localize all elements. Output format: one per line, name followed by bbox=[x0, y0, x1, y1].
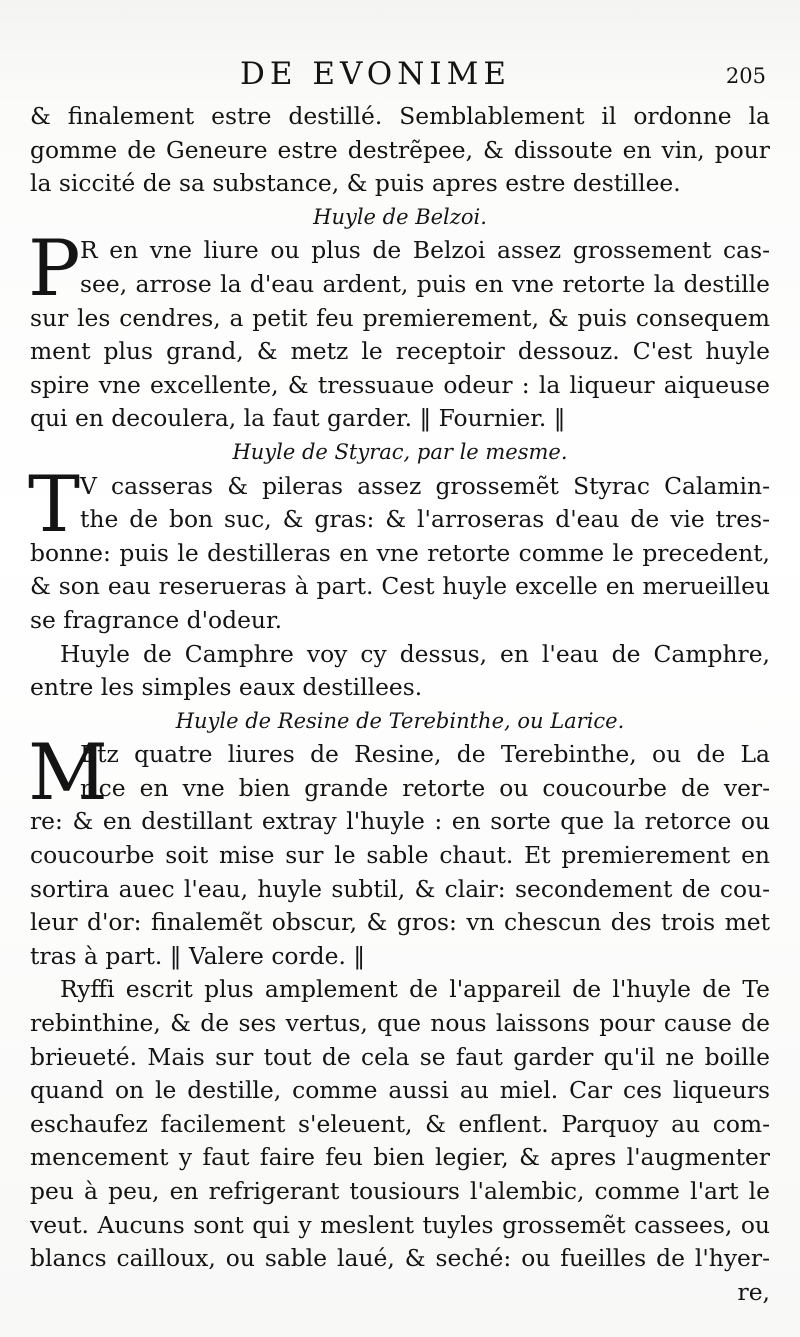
text-line: coucourbe soit mise sur le sable chaut. Et premierement en bbox=[30, 841, 770, 870]
paragraph-belzoi bbox=[28, 224, 770, 436]
text-line: sortira auec l'eau, huyle subtil, & clair: secondement de cou- bbox=[30, 874, 770, 903]
page-header bbox=[30, 56, 770, 96]
section-heading-resine: Huyle de Resine de Terebinthe, ou Larice. bbox=[175, 708, 625, 733]
text-line: ment plus grand, & metz le receptoir dessouz. C'est huyle bbox=[30, 337, 770, 366]
text-line: qui en decoulera, la faut garder. ‖ Fournier. ‖ bbox=[30, 404, 566, 433]
text-line: brieueté. Mais sur tout de cela se faut garder qu'il ne boille bbox=[30, 1042, 770, 1071]
catchword: re, bbox=[737, 1277, 770, 1306]
text-line: rebinthine, & de ses vertus, que nous laissons pour cause de bbox=[30, 1009, 770, 1038]
page-number: 205 bbox=[725, 64, 766, 88]
text-line: R en vne liure ou plus de Belzoi assez grossement cas- bbox=[80, 236, 770, 265]
text-line: se fragrance d'odeur. bbox=[30, 605, 283, 634]
text-line: tras à part. ‖ Valere corde. ‖ bbox=[30, 941, 366, 970]
section-heading-styrac: Huyle de Styrac, par le mesme. bbox=[232, 439, 568, 464]
text-line: Huyle de Camphre voy cy dessus, en l'eau de Camphre, bbox=[60, 639, 770, 668]
text-line: eschaufez facilement s'eleuent, & enflent. Parquoy au com- bbox=[30, 1109, 770, 1138]
text-line: blancs cailloux, ou sable laué, & seché: ou fueilles de l'hyer- bbox=[30, 1244, 770, 1273]
drop-cap: P bbox=[28, 224, 81, 315]
text-line: V casseras & pileras assez grossemẽt Styrac Calamin- bbox=[80, 471, 770, 500]
text-line: mencement y faut faire feu bien legier, & apres l'augmenter bbox=[30, 1143, 770, 1172]
drop-cap: M bbox=[28, 728, 108, 819]
text-line: gomme de Geneure estre destrẽpee, & dissoute en vin, pour bbox=[30, 135, 770, 164]
text-line: & finalement estre destillé. Semblablement il ordonne la bbox=[30, 102, 770, 130]
text-line: spire vne excellente, & tressuaue odeur : la liqueur aiqueuse bbox=[30, 370, 770, 399]
text-line: peu à peu, en refrigerant tousiours l'alembic, comme l'art le bbox=[30, 1177, 770, 1205]
text-line: entre les simples eaux destillees. bbox=[30, 673, 423, 702]
text-line: quand on le destille, comme aussi au miel. Car ces liqueurs bbox=[30, 1076, 770, 1105]
text-line: leur d'or: finalemẽt obscur, & gros: vn chescun des trois met bbox=[30, 908, 770, 937]
text-line: re: & en destillant extray l'huyle : en sorte que la retorce ou bbox=[30, 807, 770, 836]
section-heading-belzoi: Huyle de Belzoi. bbox=[313, 204, 487, 229]
running-head: DE EVONIME bbox=[240, 56, 511, 92]
paragraph-ryffi bbox=[30, 973, 770, 1309]
text-line: Etz quatre liures de Resine, de Terebinthe, ou de La bbox=[80, 740, 770, 769]
text-body bbox=[30, 100, 770, 1309]
paragraph-camphre bbox=[30, 638, 770, 705]
text-line: Ryffi escrit plus amplement de l'appareil de l'huyle de Te bbox=[60, 975, 770, 1004]
paragraph-resine bbox=[28, 728, 770, 973]
paragraph-styrac bbox=[28, 459, 770, 638]
text-line: sur les cendres, a petit feu premierement, & puis consequem bbox=[30, 303, 770, 332]
text-line: bonne: puis le destilleras en vne retorte comme le precedent, bbox=[30, 538, 770, 567]
paragraph-continuation bbox=[30, 100, 770, 201]
text-line: & son eau reserueras à part. Cest huyle excelle en merueilleu bbox=[30, 572, 770, 601]
drop-cap: T bbox=[28, 459, 81, 550]
text-line: veut. Aucuns sont qui y meslent tuyles grossemẽt cassees, ou bbox=[30, 1210, 770, 1239]
text-line: rice en vne bien grande retorte ou coucourbe de ver- bbox=[80, 773, 770, 802]
text-line: the de bon suc, & gras: & l'arroseras d'eau de vie tres- bbox=[80, 505, 770, 534]
text-line: la siccité de sa substance, & puis apres estre destillee. bbox=[30, 169, 681, 198]
text-line: see, arrose la d'eau ardent, puis en vne retorte la destille bbox=[80, 269, 770, 298]
